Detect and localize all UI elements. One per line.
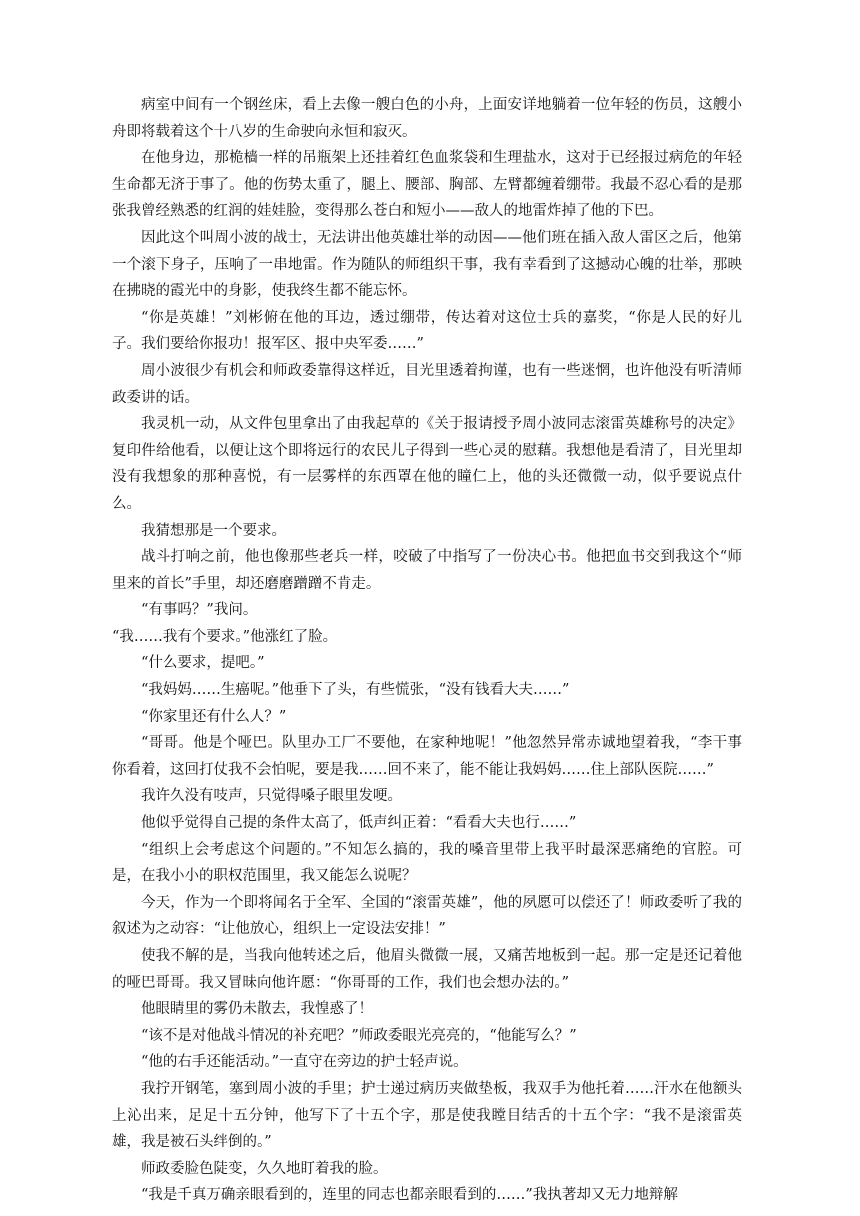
paragraph: 战斗打响之前，他也像那些老兵一样，咬破了中指写了一份决心书。他把血书交到我这个“师里来的首长”手里，却还磨磨蹭蹭不肯走。	[112, 549, 742, 592]
paragraph: 我拧开钢笔，塞到周小波的手里；护士递过病历夹做垫板，我双手为他托着……汗水在他额头上沁出来，足足十五分钟，他写下了十五个字，那是使我瞠目结舌的十五个字：“我不是滚雷英雄，我是被石头绊倒的。”	[112, 1080, 742, 1151]
paragraph: “组织上会考虑这个问题的。”不知怎么搞的，我的嗓音里带上我平时最深恶痛绝的官腔。可是，在我小小的职权范围里，我又能怎么说呢？	[112, 841, 742, 885]
paragraph: 师政委脸色陡变，久久地盯着我的脸。	[141, 1160, 388, 1177]
paragraph: “我……我有个要求。”他涨红了脸。	[112, 628, 338, 645]
paragraph: 周小波很少有机会和师政委靠得这样近，目光里透着拘谨，也有一些迷惘，也许他没有听清师政委讲的话。	[112, 362, 742, 406]
paragraph: 我猜想那是一个要求。	[141, 522, 286, 539]
paragraph: “有事吗？”我问。	[141, 602, 258, 619]
paragraph: “你家里还有什么人？”	[141, 708, 287, 725]
paragraph: “我妈妈……生癌呢。”他垂下了头，有些慌张，“没有钱看大夫……”	[141, 682, 570, 699]
paragraph: “他的右手还能活动。”一直守在旁边的护士轻声说。	[141, 1054, 468, 1071]
paragraph: “什么要求，提吧。”	[141, 655, 265, 672]
paragraph: 使我不解的是，当我向他转述之后，他眉头微微一展，又痛苦地板到一起。那一定是还记着他的哑巴哥哥。我又冒昧向他许愿：“你哥哥的工作，我们也会想办法的。”	[112, 948, 742, 991]
paragraph: 因此这个叫周小波的战士，无法讲出他英雄壮举的动因——他们班在插入敌人雷区之后，他第一个滚下身子，压响了一串地雷。作为随队的师组织干事，我有幸看到了这撼动心魄的壮举，那映在拂晓的霞光中的身影，使我终生都不能忘怀。	[112, 229, 742, 300]
paragraph: 他似乎觉得自己提的条件太高了，低声纠正着：“看看大夫也行……”	[141, 815, 577, 832]
paragraph: “该不是对他战斗情况的补充吧？”师政委眼光亮亮的，“他能写么？”	[141, 1027, 577, 1044]
document-body	[112, 92, 742, 1209]
paragraph: 在他身边，那桅樯一样的吊瓶架上还挂着红色血浆袋和生理盐水，这对于已经报过病危的年轻生命都无济于事了。他的伤势太重了，腿上、腰部、胸部、左臂都缠着绷带。我最不忍心看的是那张我曾经熟悉的红润的娃娃脸，变得那么苍白和短小——敌人的地雷炸掉了他的下巴。	[112, 150, 742, 220]
paragraph: 我灵机一动，从文件包里拿出了由我起草的《关于报请授予周小波同志滚雷英雄称号的决定》复印件给他看，以便让这个即将远行的农民儿子得到一些心灵的慰藉。我想他是看清了，目光里却没有我想象的那种喜悦，有一层雾样的东西罩在他的瞳仁上，他的头还微微一动，似乎要说点什么。	[112, 416, 742, 512]
paragraph: “哥哥。他是个哑巴。队里办工厂不要他，在家种地呢！”他忽然异常赤诚地望着我，“李干事你看着，这回打仗我不会怕呢，要是我……回不来了，能不能让我妈妈……住上部队医院……”	[112, 735, 742, 778]
paragraph: “我是千真万确亲眼看到的，连里的同志也都亲眼看到的……”我执著却又无力地辩解	[141, 1187, 678, 1204]
paragraph: 他眼睛里的雾仍未散去，我惶惑了！	[141, 1001, 373, 1018]
paragraph: 今天，作为一个即将闻名于全军、全国的“滚雷英雄”，他的夙愿可以偿还了！师政委听了我的叙述为之动容：“让他放心，组织上一定设法安排！”	[112, 894, 742, 938]
paragraph: 病室中间有一个钢丝床，看上去像一艘白色的小舟，上面安详地躺着一位年轻的伤员，这艘小舟即将载着这个十八岁的生命驶向永恒和寂灭。	[112, 97, 742, 140]
paragraph: “你是英雄！”刘彬俯在他的耳边，透过绷带，传达着对这位士兵的嘉奖，“你是人民的好儿子。我们要给你报功！报军区、报中央军委……”	[112, 309, 742, 353]
paragraph: 我许久没有吱声，只觉得嗓子眼里发哽。	[141, 788, 402, 805]
